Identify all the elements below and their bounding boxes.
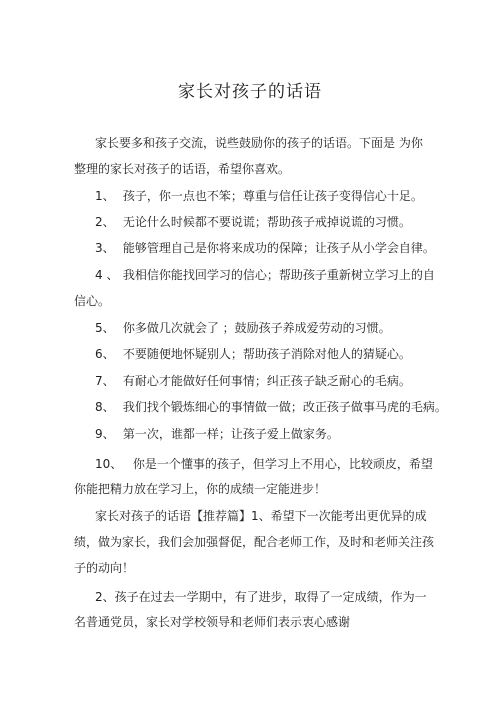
item-text: 不要随便地怀疑别人；帮助孩子消除对他人的猜疑心。 xyxy=(122,347,411,361)
item-text: 无论什么时候都不要说谎；帮助孩子戒掉说谎的习惯。 xyxy=(122,215,411,229)
item-number: 6、 xyxy=(95,347,115,361)
list-item xyxy=(95,320,391,336)
item-number: 4 、 xyxy=(95,268,119,282)
item-number: 9、 xyxy=(95,427,115,441)
item-text: 你能把精力放在学习上，你的成绩一定能进步！ xyxy=(74,482,327,496)
item-number: 3、 xyxy=(95,241,115,255)
list-item xyxy=(95,214,411,230)
section2-line-3: 子的动向！ xyxy=(74,561,135,575)
item-text: 能够管理自己是你将来成功的保障；让孩子从小学会自律。 xyxy=(122,241,435,255)
item-text: 第一次，谁都一样；让孩子爱上做家务。 xyxy=(122,427,339,441)
list-item xyxy=(95,373,411,389)
item-text: 孩子，你一点也不笨；尊重与信任让孩子变得信心十足。 xyxy=(122,189,423,203)
list-item-continuation xyxy=(74,481,326,497)
list-item xyxy=(95,188,423,204)
section2-line-1: 家长对孩子的话语【推荐篇】1、希望下一次能考出更优异的成 xyxy=(95,509,427,523)
item-text: 信心。 xyxy=(74,294,111,308)
list-item xyxy=(95,426,339,442)
item-number: 10、 xyxy=(95,457,123,471)
list-item xyxy=(95,456,433,472)
list-item xyxy=(95,346,411,362)
list-item xyxy=(95,267,435,283)
section3-line-1: 2、孩子在过去一学期中，有了进步，取得了一定成绩，作为一 xyxy=(95,590,427,604)
item-number: 2、 xyxy=(95,215,115,229)
item-number: 5、 xyxy=(95,321,115,335)
section2-line-2: 绩，做为家长，我们会加强督促，配合老师工作，及时和老师关注孩 xyxy=(74,535,435,549)
item-text: 有耐心才能做好任何事情；纠正孩子缺乏耐心的毛病。 xyxy=(122,374,411,388)
intro-line-1: 家长要多和孩子交流，说些鼓励你的孩子的话语。下面是 为你 xyxy=(95,136,423,150)
intro-line-2: 整理的家长对孩子的话语，希望你喜欢。 xyxy=(74,162,291,176)
list-item xyxy=(95,399,447,415)
item-text: 你多做几次就会了 ；鼓励孩子养成爱劳动的习惯。 xyxy=(122,321,391,335)
item-number: 7、 xyxy=(95,374,115,388)
section3-line-2: 名普通党员，家长对学校领导和老师们表示衷心感谢 xyxy=(74,615,351,629)
list-item-continuation xyxy=(74,293,110,309)
item-number: 8、 xyxy=(95,400,115,414)
item-text: 我们找个锻炼细心的事情做一做；改正孩子做事马虎的毛病。 xyxy=(122,400,447,414)
list-item xyxy=(95,240,435,256)
item-number: 1、 xyxy=(95,189,115,203)
item-text: 我相信你能找回学习的信心；帮助孩子重新树立学习上的自 xyxy=(122,268,435,282)
item-text: 你是一个懂事的孩子，但学习上不用心，比较顽皮，希望 xyxy=(132,457,433,471)
page-title: 家长对孩子的话语 xyxy=(178,82,322,102)
